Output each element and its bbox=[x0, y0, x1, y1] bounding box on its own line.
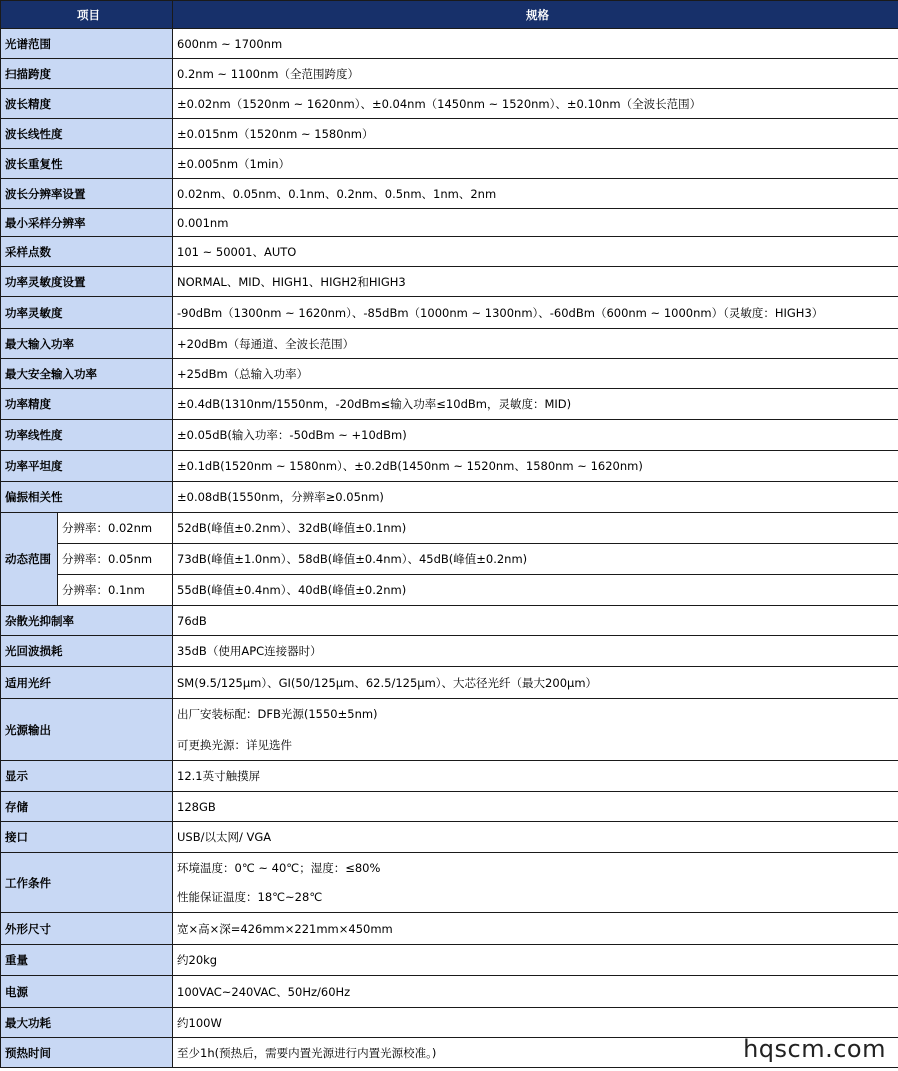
row-label: 显示 bbox=[1, 761, 173, 792]
table-row bbox=[1, 420, 898, 451]
table-row bbox=[1, 119, 898, 149]
row-label: 波长分辨率设置 bbox=[1, 179, 173, 209]
table-row bbox=[1, 761, 898, 792]
row-value: 0.001nm bbox=[173, 209, 898, 237]
row-value: ±0.005nm（1min） bbox=[173, 149, 898, 179]
row-value: +20dBm（每通道、全波长范围） bbox=[173, 329, 898, 359]
row-value: ±0.1dB(1520nm ~ 1580nm）、±0.2dB(1450nm ~ 1520nm、1580nm ~ 1620nm) bbox=[173, 451, 898, 482]
row-label: 功率灵敏度 bbox=[1, 297, 173, 329]
row-value: 101 ~ 50001、AUTO bbox=[173, 237, 898, 267]
row-value: 宽×高×深=426mm×221mm×450mm bbox=[173, 913, 898, 945]
row-label: 电源 bbox=[1, 976, 173, 1008]
row-label: 最大功耗 bbox=[1, 1008, 173, 1038]
table-row bbox=[1, 575, 898, 606]
row-value-line: 出厂安装标配：DFB光源(1550±5nm) bbox=[173, 699, 898, 730]
row-value: ±0.08dB(1550nm，分辨率≥0.05nm) bbox=[173, 482, 898, 513]
dynamic-range-label: 动态范围 bbox=[1, 513, 58, 606]
table-row bbox=[1, 792, 898, 822]
row-label: 波长重复性 bbox=[1, 149, 173, 179]
dynamic-sub-label: 分辨率：0.1nm bbox=[58, 575, 173, 606]
dynamic-sub-label: 分辨率：0.02nm bbox=[58, 513, 173, 544]
row-label: 外形尺寸 bbox=[1, 913, 173, 945]
table-row bbox=[1, 606, 898, 636]
row-label: 光谱范围 bbox=[1, 29, 173, 59]
table-row bbox=[1, 822, 898, 853]
row-label: 适用光纤 bbox=[1, 667, 173, 699]
row-value: +25dBm（总输入功率） bbox=[173, 359, 898, 389]
table-row bbox=[1, 29, 898, 59]
row-value: 52dB(峰值±0.2nm）、32dB(峰值±0.1nm) bbox=[173, 513, 898, 544]
row-value: 12.1英寸触摸屏 bbox=[173, 761, 898, 792]
table-row bbox=[1, 267, 898, 297]
row-label: 最大安全输入功率 bbox=[1, 359, 173, 389]
row-value: 128GB bbox=[173, 792, 898, 822]
table-row bbox=[1, 209, 898, 237]
row-value: ±0.4dB(1310nm/1550nm，-20dBm≤输入功率≤10dBm，灵敏度：MID) bbox=[173, 389, 898, 420]
row-label: 光源输出 bbox=[1, 699, 173, 761]
row-value-line: 性能保证温度：18℃~28℃ bbox=[173, 883, 898, 913]
row-label: 功率精度 bbox=[1, 389, 173, 420]
row-label: 最小采样分辨率 bbox=[1, 209, 173, 237]
row-label: 偏振相关性 bbox=[1, 482, 173, 513]
row-label: 波长线性度 bbox=[1, 119, 173, 149]
row-value: ±0.05dB(输入功率：-50dBm ~ +10dBm) bbox=[173, 420, 898, 451]
row-label: 采样点数 bbox=[1, 237, 173, 267]
table-row bbox=[1, 667, 898, 699]
row-label: 光回波损耗 bbox=[1, 636, 173, 667]
row-label: 工作条件 bbox=[1, 853, 173, 913]
table-row bbox=[1, 237, 898, 267]
table-row bbox=[1, 636, 898, 667]
row-label: 重量 bbox=[1, 945, 173, 976]
row-value: 600nm ~ 1700nm bbox=[173, 29, 898, 59]
table-row bbox=[1, 976, 898, 1008]
watermark: hqscm.com bbox=[743, 1035, 886, 1063]
row-value: 100VAC~240VAC、50Hz/60Hz bbox=[173, 976, 898, 1008]
table-row bbox=[1, 482, 898, 513]
table-row bbox=[1, 389, 898, 420]
row-label: 功率平坦度 bbox=[1, 451, 173, 482]
row-value: 约100W bbox=[173, 1008, 898, 1038]
header-spec: 规格 bbox=[173, 1, 898, 29]
row-label: 预热时间 bbox=[1, 1038, 173, 1068]
table-row bbox=[1, 945, 898, 976]
table-row bbox=[1, 513, 898, 544]
table-row bbox=[1, 451, 898, 482]
table-row bbox=[1, 1008, 898, 1038]
row-value: 至少1h(预热后，需要内置光源进行内置光源校准。) bbox=[173, 1038, 898, 1068]
row-value: ±0.02nm（1520nm ~ 1620nm）、±0.04nm（1450nm ~ 1520nm）、±0.10nm（全波长范围） bbox=[173, 89, 898, 119]
table-row bbox=[1, 913, 898, 945]
row-value: ±0.015nm（1520nm ~ 1580nm） bbox=[173, 119, 898, 149]
table-row bbox=[1, 699, 898, 730]
table-row bbox=[1, 179, 898, 209]
table-header bbox=[1, 1, 898, 29]
row-value: 73dB(峰值±1.0nm）、58dB(峰值±0.4nm）、45dB(峰值±0.2nm) bbox=[173, 544, 898, 575]
table-row bbox=[1, 149, 898, 179]
row-value: NORMAL、MID、HIGH1、HIGH2和HIGH3 bbox=[173, 267, 898, 297]
row-label: 功率灵敏度设置 bbox=[1, 267, 173, 297]
row-label: 接口 bbox=[1, 822, 173, 853]
row-value-line: 环境温度：0℃ ~ 40℃；湿度：≤80% bbox=[173, 853, 898, 883]
header-item: 项目 bbox=[1, 1, 173, 29]
row-value: 55dB(峰值±0.4nm）、40dB(峰值±0.2nm) bbox=[173, 575, 898, 606]
row-value: SM(9.5/125μm）、GI(50/125μm、62.5/125μm）、大芯径光纤（最大200μm） bbox=[173, 667, 898, 699]
row-label: 扫描跨度 bbox=[1, 59, 173, 89]
table-row bbox=[1, 359, 898, 389]
table-row bbox=[1, 853, 898, 883]
table-row bbox=[1, 329, 898, 359]
row-value: 0.02nm、0.05nm、0.1nm、0.2nm、0.5nm、1nm、2nm bbox=[173, 179, 898, 209]
row-label: 存储 bbox=[1, 792, 173, 822]
table-row bbox=[1, 89, 898, 119]
row-value: 35dB（使用APC连接器时） bbox=[173, 636, 898, 667]
dynamic-sub-label: 分辨率：0.05nm bbox=[58, 544, 173, 575]
row-value-line: 可更换光源：详见选件 bbox=[173, 730, 898, 761]
table-row bbox=[1, 59, 898, 89]
row-value: 0.2nm ~ 1100nm（全范围跨度） bbox=[173, 59, 898, 89]
row-value: USB/以太网/ VGA bbox=[173, 822, 898, 853]
row-label: 杂散光抑制率 bbox=[1, 606, 173, 636]
table-row bbox=[1, 544, 898, 575]
row-value: -90dBm（1300nm ~ 1620nm）、-85dBm（1000nm ~ 1300nm）、-60dBm（600nm ~ 1000nm）（灵敏度：HIGH3） bbox=[173, 297, 898, 329]
table-row bbox=[1, 297, 898, 329]
row-label: 功率线性度 bbox=[1, 420, 173, 451]
row-value: 约20kg bbox=[173, 945, 898, 976]
row-label: 波长精度 bbox=[1, 89, 173, 119]
row-label: 最大输入功率 bbox=[1, 329, 173, 359]
row-value: 76dB bbox=[173, 606, 898, 636]
